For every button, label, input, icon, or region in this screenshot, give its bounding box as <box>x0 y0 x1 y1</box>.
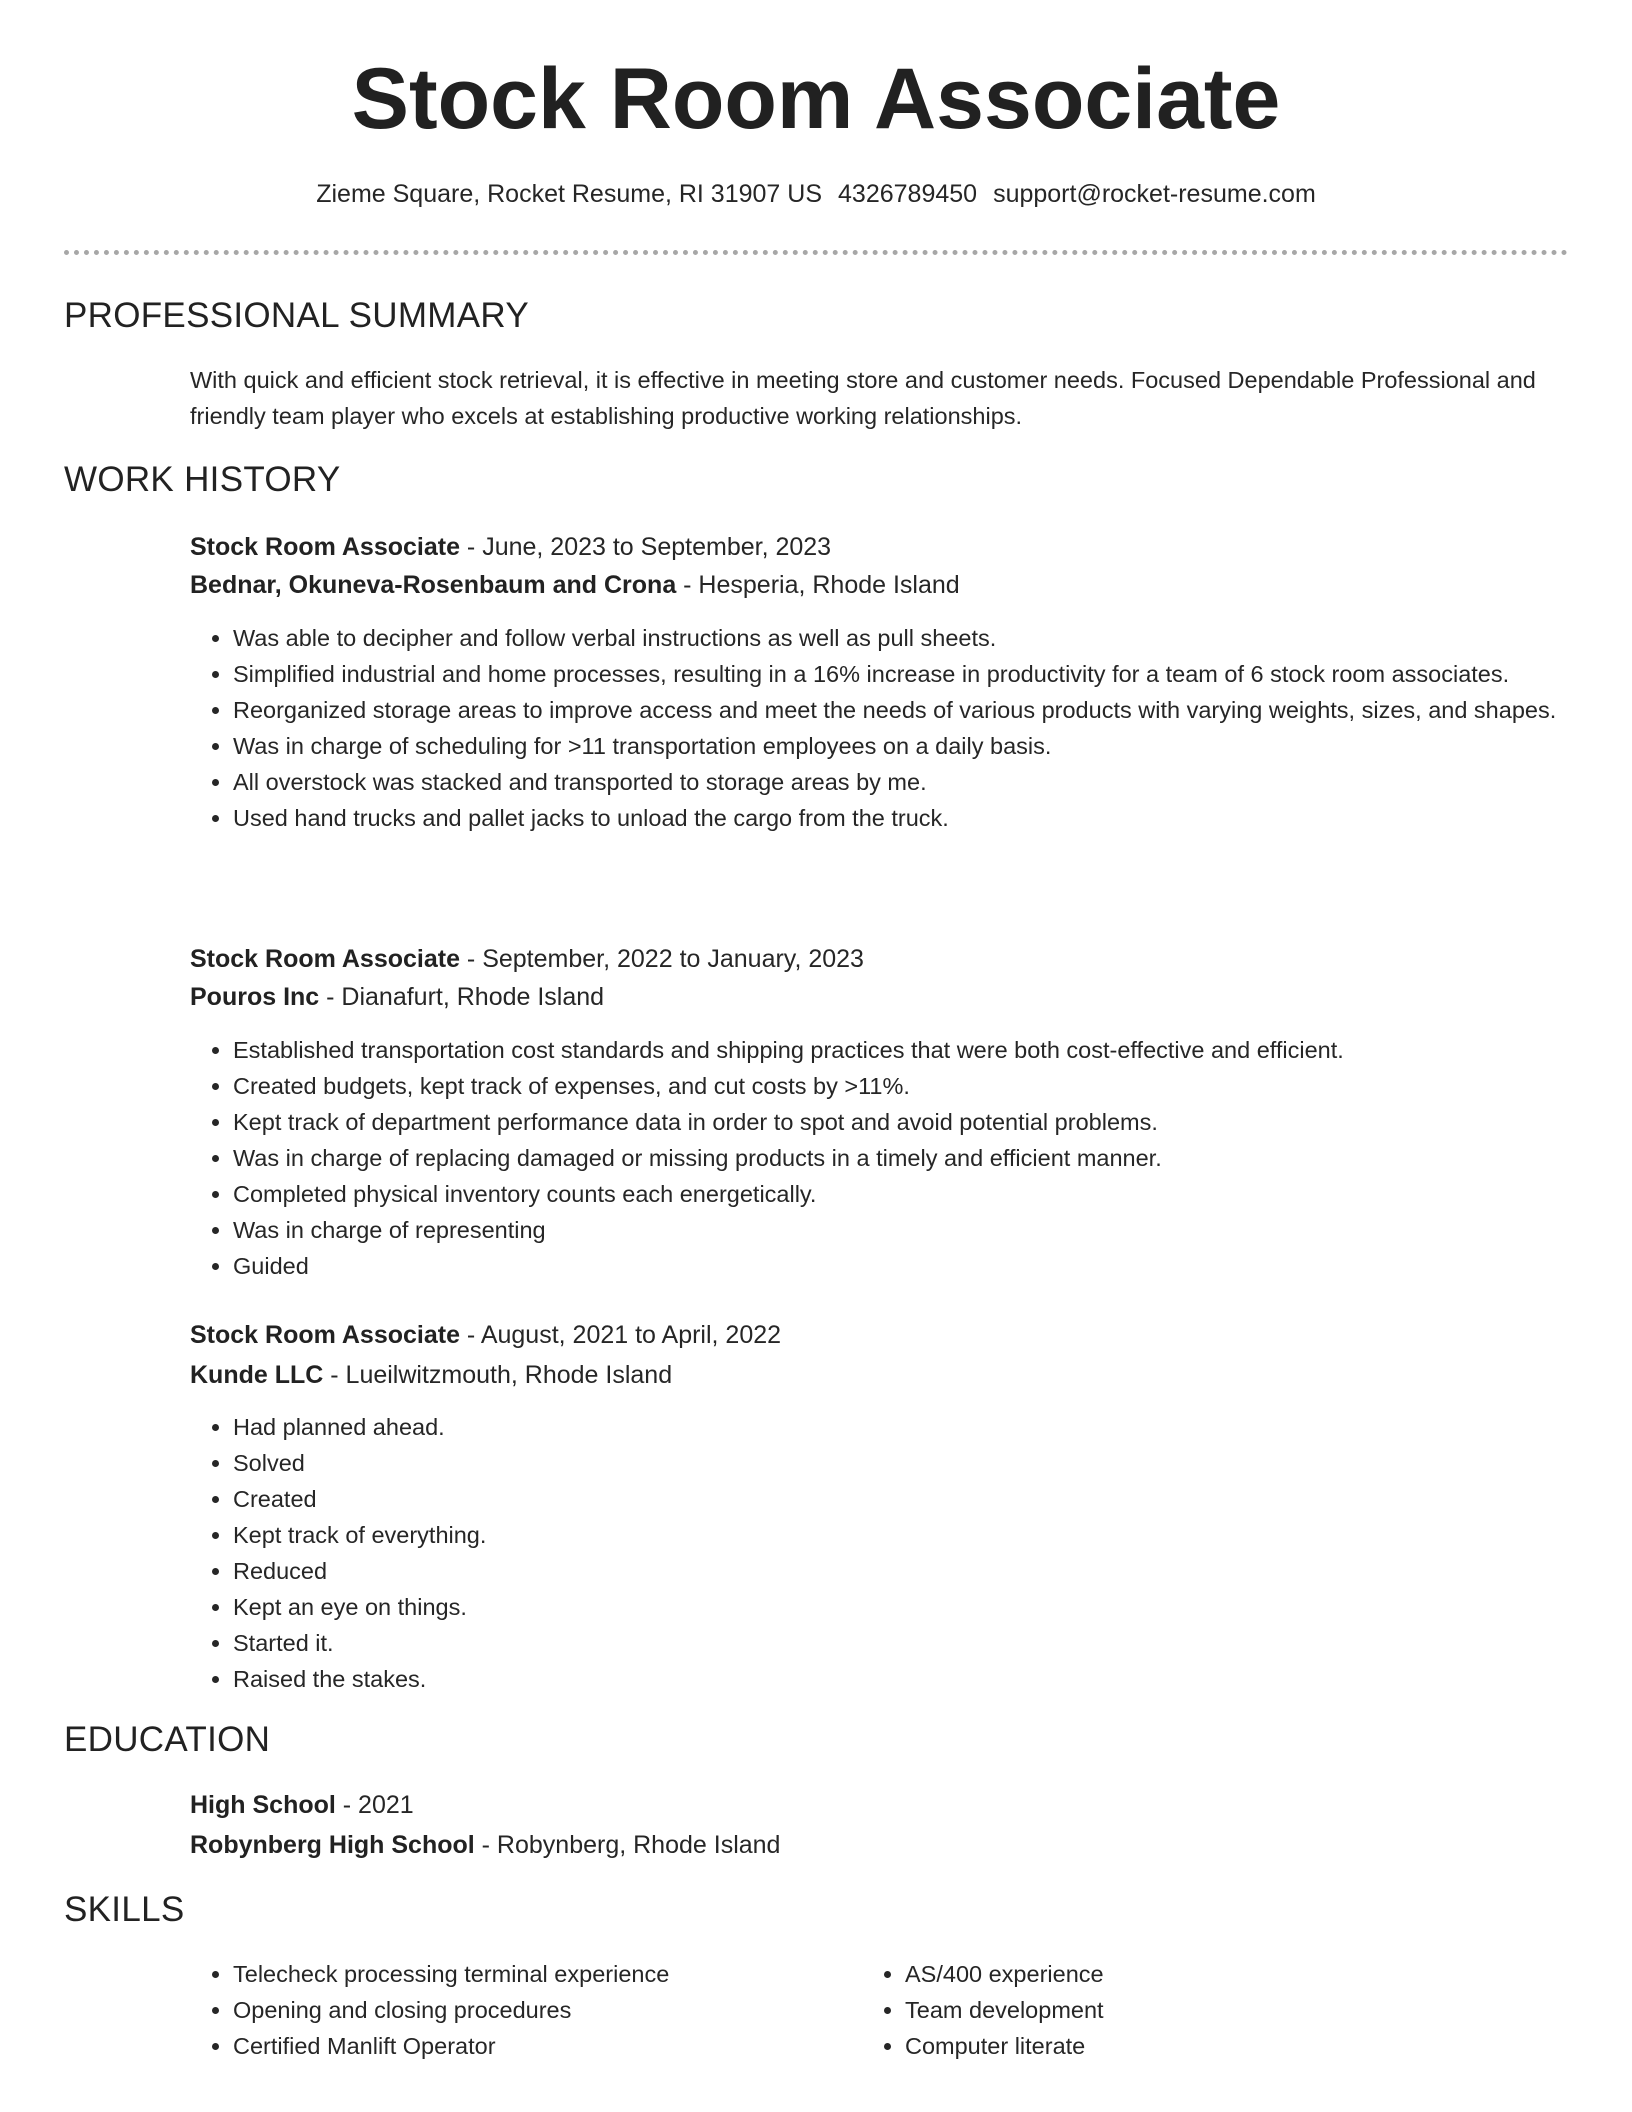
list-item: • Kept an eye on things. <box>233 1589 1593 1625</box>
education-year: - 2021 <box>335 1791 414 1819</box>
education-heading: EDUCATION <box>64 1720 271 1759</box>
job-1-location: - Hesperia, Rhode Island <box>676 571 960 599</box>
contact-email[interactable]: support@rocket-resume.com <box>993 180 1316 208</box>
job-3-location: - Lueilwitzmouth, Rhode Island <box>323 1361 673 1389</box>
list-item: • Team development <box>905 1992 1525 2028</box>
skills-left-list <box>190 1956 853 2064</box>
job-1-role: Stock Room Associate <box>190 533 460 561</box>
skills-right-list <box>862 1956 1525 2064</box>
resume-name: Stock Room Associate <box>351 51 1281 147</box>
job-1-title-line <box>190 528 1550 566</box>
list-item: • Created <box>233 1481 1593 1517</box>
list-item: • Completed physical inventory counts each energetically. <box>233 1176 1593 1212</box>
list-item: • Reorganized storage areas to improve access and meet the needs of various products with varying weights, sizes, and shapes. <box>233 692 1593 728</box>
list-item: • Telecheck processing terminal experience <box>233 1956 853 1992</box>
list-item: • Was in charge of scheduling for >11 transportation employees on a daily basis. <box>233 728 1593 764</box>
job-2-dates: - September, 2022 to January, 2023 <box>459 945 864 973</box>
skills-heading: SKILLS <box>64 1890 185 1929</box>
list-item: • Established transportation cost standards and shipping practices that were both cost-effective and efficient. <box>233 1032 1593 1068</box>
job-3-role: Stock Room Associate <box>190 1321 460 1349</box>
list-item: • Kept track of everything. <box>233 1517 1593 1553</box>
job-3-dates: - August, 2021 to April, 2022 <box>459 1321 782 1349</box>
contact-phone: 4326789450 <box>838 180 978 208</box>
contact-address: Zieme Square, Rocket Resume, RI 31907 US <box>316 180 823 208</box>
list-item: • Started it. <box>233 1625 1593 1661</box>
job-2-company-line <box>190 978 1550 1016</box>
job-3-company: Kunde LLC <box>190 1361 324 1389</box>
job-1-company-line <box>190 566 1550 604</box>
list-item: • Had planned ahead. <box>233 1409 1593 1445</box>
job-2-role: Stock Room Associate <box>190 945 460 973</box>
education-degree: High School <box>190 1791 336 1819</box>
education-location: - Robynberg, Rhode Island <box>474 1831 781 1859</box>
list-item: • AS/400 experience <box>905 1956 1525 1992</box>
summary-heading: PROFESSIONAL SUMMARY <box>64 296 529 335</box>
list-item: • Was able to decipher and follow verbal instructions as well as pull sheets. <box>233 620 1593 656</box>
job-3-title-line <box>190 1316 1550 1354</box>
work-history-heading: WORK HISTORY <box>64 460 341 499</box>
list-item: • Reduced <box>233 1553 1593 1589</box>
job-2-company: Pouros Inc <box>190 983 320 1011</box>
list-item: • Solved <box>233 1445 1593 1481</box>
education-school: Robynberg High School <box>190 1831 475 1859</box>
list-item: • Opening and closing procedures <box>233 1992 853 2028</box>
list-item: • Certified Manlift Operator <box>233 2028 853 2064</box>
list-item: • Created budgets, kept track of expenses, and cut costs by >11%. <box>233 1068 1593 1104</box>
list-item: • Simplified industrial and home processes, resulting in a 16% increase in productivity for a team of 6 stock room associates. <box>233 656 1593 692</box>
list-item: • All overstock was stacked and transported to storage areas by me. <box>233 764 1593 800</box>
summary-text: With quick and efficient stock retrieval, it is effective in meeting store and customer needs. Focused Dependable Professional and friendly team player who excels at establishing productive working relationships. <box>190 367 1536 429</box>
job-1-bullets <box>190 620 1593 836</box>
education-school-line <box>190 1826 1550 1864</box>
list-item: • Kept track of department performance data in order to spot and avoid potential problems. <box>233 1104 1593 1140</box>
job-1-company: Bednar, Okuneva-Rosenbaum and Crona <box>190 571 677 599</box>
education-degree-line <box>190 1786 1550 1824</box>
job-3-company-line <box>190 1356 1550 1394</box>
list-item: • Raised the stakes. <box>233 1661 1593 1697</box>
list-item: • Guided <box>233 1248 1593 1284</box>
list-item: • Used hand trucks and pallet jacks to unload the cargo from the truck. <box>233 800 1593 836</box>
header-divider <box>64 250 1568 255</box>
job-3-bullets <box>190 1409 1593 1697</box>
job-2-location: - Dianafurt, Rhode Island <box>319 983 605 1011</box>
list-item: • Was in charge of replacing damaged or missing products in a timely and efficient manner. <box>233 1140 1593 1176</box>
job-1-dates: - June, 2023 to September, 2023 <box>459 533 832 561</box>
list-item: • Computer literate <box>905 2028 1525 2064</box>
contact-line <box>0 180 1632 209</box>
list-item: • Was in charge of representing <box>233 1212 1593 1248</box>
job-2-bullets <box>190 1032 1593 1284</box>
job-2-title-line <box>190 940 1550 978</box>
